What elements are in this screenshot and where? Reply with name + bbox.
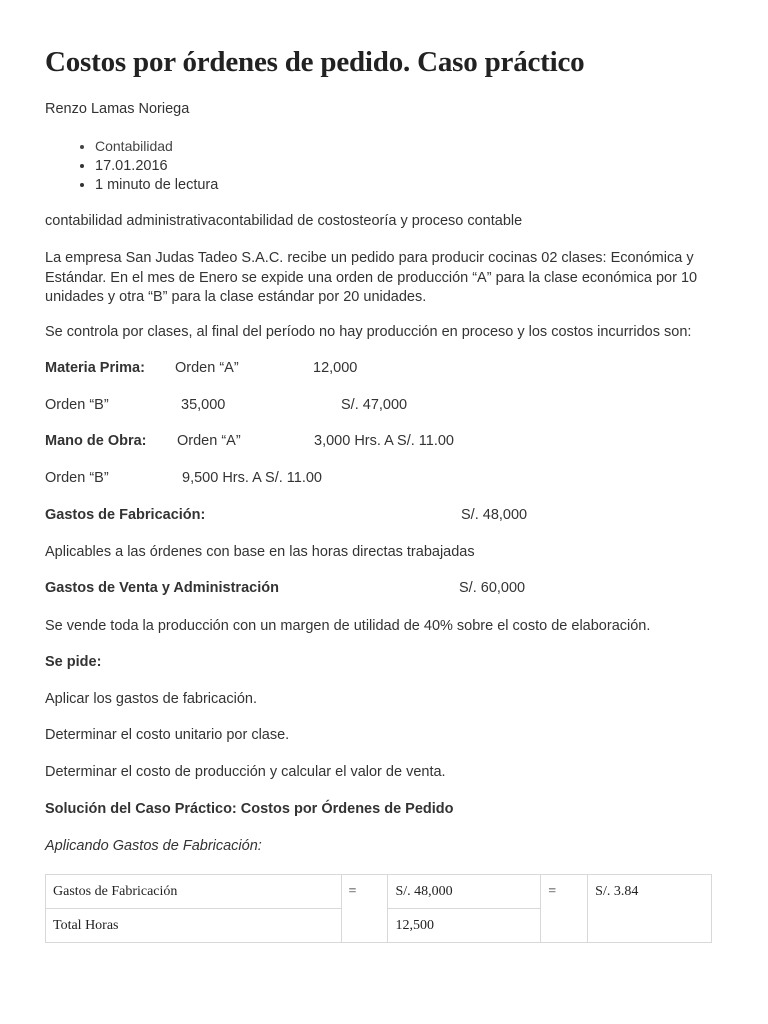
cell-equals-2: =: [541, 875, 588, 943]
task-item: Determinar el costo de producción y calcular el valor de venta.: [45, 764, 446, 780]
materia-prima-total: S/. 47,000: [341, 397, 408, 413]
venta-paragraph: Se vende toda la producción con un margen de utilidad de 40% sobre el costo de elaboración.: [45, 618, 651, 634]
mano-obra-label: Mano de Obra:: [45, 433, 147, 449]
meta-reading-time: • 1 minuto de lectura: [95, 176, 218, 196]
materia-prima-value-b: 35,000: [181, 397, 226, 413]
se-pide-heading: Se pide:: [45, 654, 102, 670]
mano-obra-value-a: 3,000 Hrs. A S/. 11.00: [314, 433, 454, 449]
intro-paragraph: La empresa San Judas Tadeo S.A.C. recibe un pedido para producir cocinas 02 clases: Económica y Estándar. En el mes de Enero se expide una orden de producción “A” para la clase económica por 10 unidades y otra “B” para la clase estándar por 20 unidades.: [45, 250, 698, 305]
cell-equals-1: =: [341, 875, 388, 943]
gastos-fabricacion-value: S/. 48,000: [461, 507, 528, 523]
page-title: Costos por órdenes de pedido. Caso práctico: [45, 46, 585, 78]
mano-obra-value-b: 9,500 Hrs. A S/. 11.00: [182, 470, 322, 486]
cell-result: S/. 3.84: [588, 875, 712, 943]
meta-category[interactable]: • Contabilidad: [95, 137, 218, 157]
gastos-venta-value: S/. 60,000: [459, 580, 526, 596]
task-item: Aplicar los gastos de fabricación.: [45, 691, 257, 707]
meta-list: [45, 137, 218, 196]
table-row: [46, 875, 712, 909]
materia-prima-label: Materia Prima:: [45, 360, 145, 376]
control-paragraph: Se controla por clases, al final del período no hay producción en proceso y los costos incurridos son:: [45, 324, 692, 340]
materia-prima-value-a: 12,000: [313, 360, 358, 376]
author-name[interactable]: Renzo Lamas Noriega: [45, 101, 190, 117]
cell-horas-value: 12,500: [388, 909, 541, 943]
cell-total-horas: Total Horas: [46, 909, 342, 943]
gastos-fabricacion-label: Gastos de Fabricación:: [45, 507, 206, 523]
cell-gastos-value: S/. 48,000: [388, 875, 541, 909]
materia-prima-orden-b: Orden “B”: [45, 397, 109, 413]
mano-obra-orden-b: Orden “B”: [45, 470, 109, 486]
aplicables-paragraph: Aplicables a las órdenes con base en las horas directas trabajadas: [45, 544, 475, 560]
meta-date: • 17.01.2016: [95, 157, 218, 177]
gastos-venta-label: Gastos de Venta y Administración: [45, 580, 279, 596]
task-item: Determinar el costo unitario por clase.: [45, 727, 290, 743]
calculation-table: [45, 874, 712, 943]
solution-heading: Solución del Caso Práctico: Costos por Órdenes de Pedido: [45, 801, 454, 817]
aplicando-subheading: Aplicando Gastos de Fabricación:: [45, 838, 262, 854]
tags[interactable]: contabilidad administrativacontabilidad de costosteoría y proceso contable: [45, 213, 523, 229]
cell-gastos-fabricacion: Gastos de Fabricación: [46, 875, 342, 909]
materia-prima-orden-a: Orden “A”: [175, 360, 239, 376]
mano-obra-orden-a: Orden “A”: [177, 433, 241, 449]
